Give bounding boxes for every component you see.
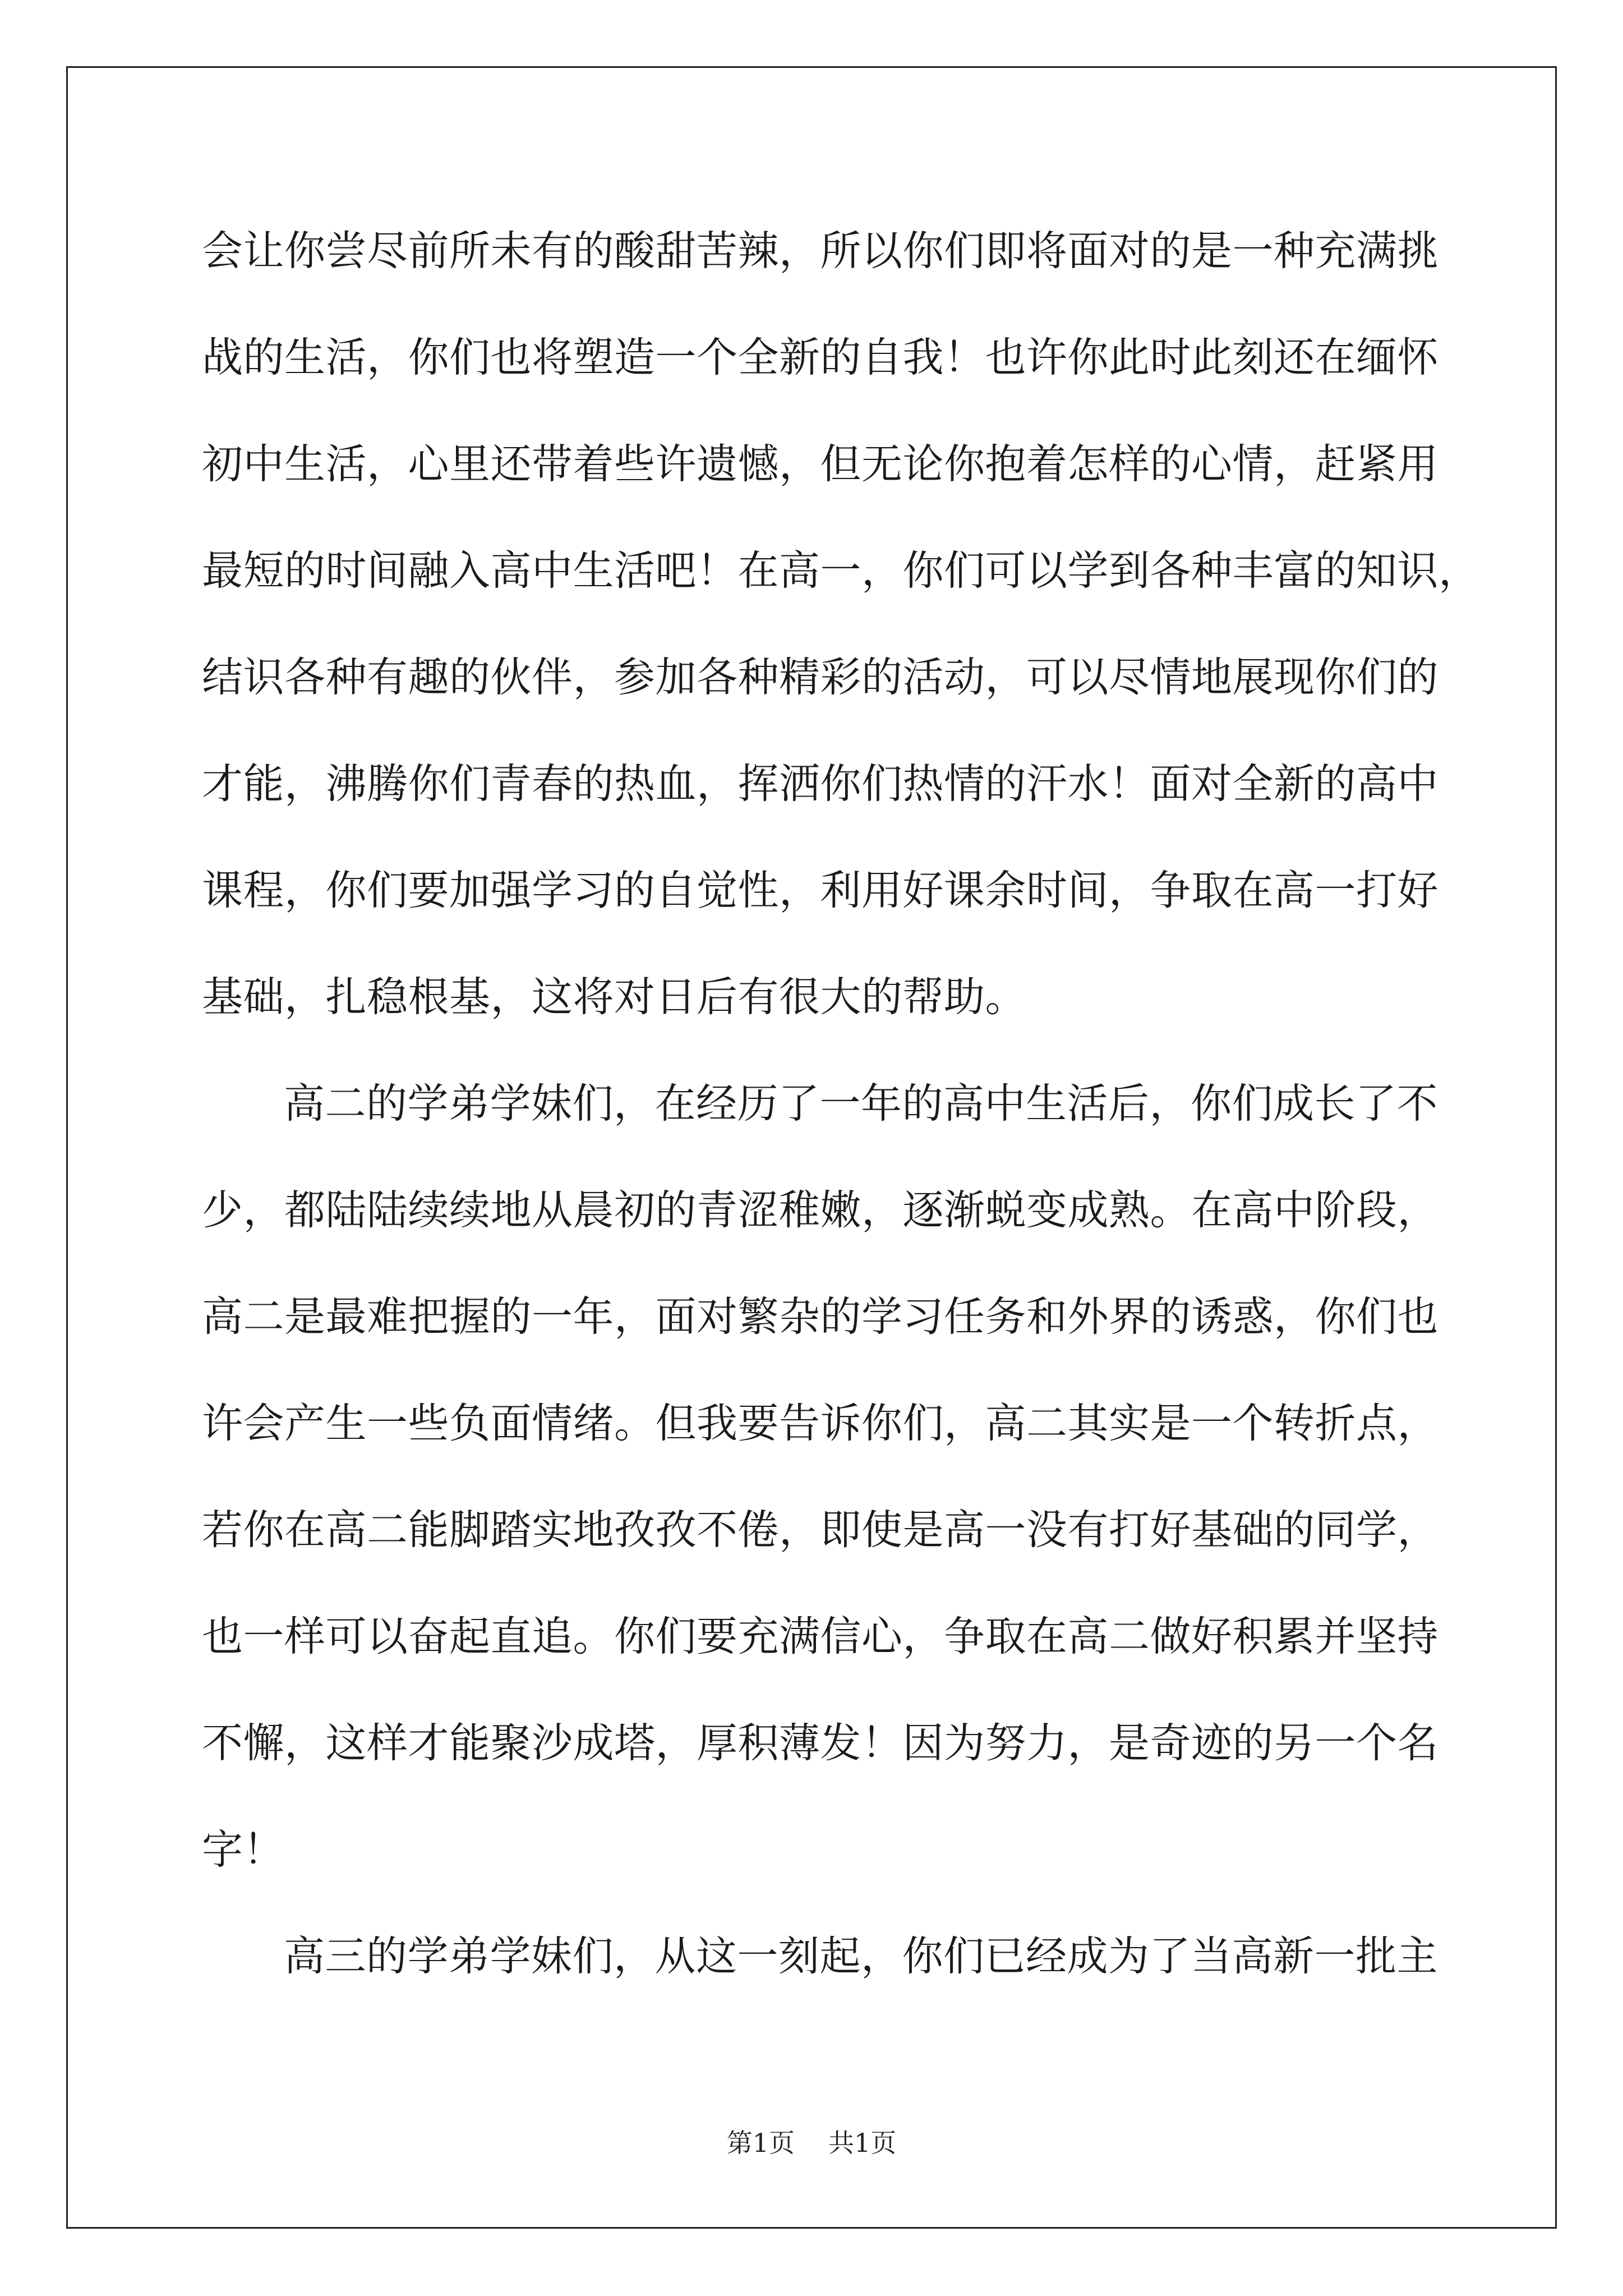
text-line: 课程，你们要加强学习的自觉性，利用好课余时间，争取在高一打好 — [202, 867, 1438, 914]
text-line: 战的生活，你们也将塑造一个全新的自我！也许你此时此刻还在缅怀 — [202, 334, 1438, 381]
text-line: 初中生活，心里还带着些许遗憾，但无论你抱着怎样的心情，赶紧用 — [202, 440, 1438, 488]
document-body — [202, 218, 1480, 2030]
text-line: 若你在高二能脚踏实地孜孜不倦，即使是高一没有打好基础的同学， — [202, 1506, 1438, 1554]
page-total: 共1页 — [828, 2128, 897, 2158]
text-line: 才能，沸腾你们青春的热血，挥洒你们热情的汗水！面对全新的高中 — [202, 760, 1438, 808]
text-line: 许会产生一些负面情绪。但我要告诉你们，高二其实是一个转折点， — [202, 1400, 1438, 1447]
text-line: 最短的时间融入高中生活吧！在高一，你们可以学到各种丰富的知识， — [202, 547, 1480, 595]
paragraph-first-line: 高三的学弟学妹们，从这一刻起，你们已经成为了当高新一批主 — [284, 1932, 1438, 1980]
text-line: 少，都陆陆续续地从晨初的青涩稚嫩，逐渐蜕变成熟。在高中阶段， — [202, 1186, 1438, 1234]
text-line: 会让你尝尽前所未有的酸甜苦辣，所以你们即将面对的是一种充满挑 — [202, 227, 1438, 275]
text-line: 字！ — [202, 1826, 284, 1874]
text-line: 结识各种有趣的伙伴，参加各种精彩的活动，可以尽情地展现你们的 — [202, 654, 1438, 701]
paragraph-first-line: 高二的学弟学妹们，在经历了一年的高中生活后，你们成长了不 — [284, 1080, 1438, 1128]
text-line: 高二是最难把握的一年，面对繁杂的学习任务和外界的诱惑，你们也 — [202, 1293, 1438, 1341]
page-footer — [0, 2126, 1623, 2160]
text-line: 也一样可以奋起直追。你们要充满信心，争取在高二做好积累并坚持 — [202, 1613, 1438, 1660]
text-line: 不懈，这样才能聚沙成塔，厚积薄发！因为努力，是奇迹的另一个名 — [202, 1719, 1438, 1767]
text-line: 基础，扎稳根基，这将对日后有很大的帮助。 — [202, 973, 1026, 1021]
page-number: 第1页 — [726, 2128, 795, 2158]
